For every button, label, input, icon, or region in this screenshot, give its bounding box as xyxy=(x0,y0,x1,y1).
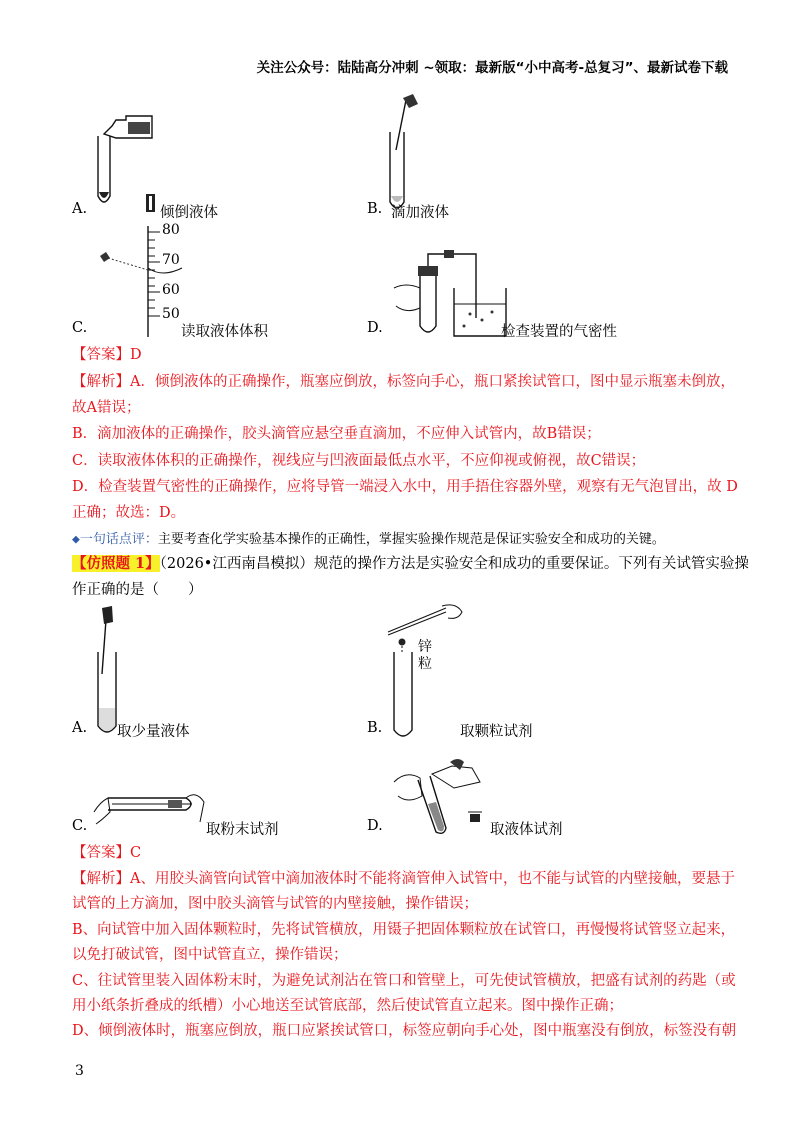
cylinder-tick-60: 60 xyxy=(162,282,180,298)
q2-analysis-line-4: 以免打破试管，图中试管直立，操作错误； xyxy=(72,947,348,963)
q2-option-b: B. xyxy=(367,720,383,736)
q2-option-a-text: 取少量液体 xyxy=(117,724,190,740)
q1-analysis-line-4: C．读取液体体积的正确操作，视线应与凹液面最低点水平，不应仰视或俯视，故C错误； xyxy=(72,453,646,469)
figure-dropping-liquid xyxy=(384,92,434,217)
cylinder-tick-80: 80 xyxy=(162,222,180,238)
q1-analysis-line-6: 正确；故选：D。 xyxy=(72,505,186,521)
q1-answer: 【答案】D xyxy=(72,347,142,363)
q2-option-c: C. xyxy=(72,818,88,834)
q2-answer: 【答案】C xyxy=(72,845,142,861)
q2-stem-line-1: 【仿照题 1】（2026•江西南昌模拟）规范的操作方法是实验安全和成功的重要保证。下列有关试管实验操 xyxy=(72,555,749,572)
zinc-label-1: 锌 xyxy=(418,639,432,655)
q2-analysis-line-1: 【解析】A、用胶头滴管向试管中滴加液体时不能将滴管伸入试管中，也不能与试管的内壁接触，要悬于 xyxy=(72,871,735,887)
q1-analysis-line-1: 【解析】A．倾倒液体的正确操作，瓶塞应倒放，标签向手心，瓶口紧挨试管口，图中显示瓶塞未倒放， xyxy=(72,374,735,390)
q1-option-b: B. xyxy=(367,201,383,217)
zinc-label-2: 粒 xyxy=(418,656,432,672)
q1-comment: ◆一句话点评：主要考查化学实验基本操作的正确性，掌握实验操作规范是保证实验安全和成功的关键。 xyxy=(72,532,665,547)
q1-option-c: C. xyxy=(72,320,88,336)
q1-option-c-text: 读取液体体积 xyxy=(181,324,268,340)
figure-take-powder xyxy=(92,782,207,834)
page-header: 关注公众号：陆陆高分冲刺 ~领取：最新版“小中高考-总复习”、最新试卷下载 xyxy=(256,60,728,76)
q1-option-a-text: 倾倒液体 xyxy=(160,205,218,221)
q2-analysis-line-7: D、倾倒液体时，瓶塞应倒放，瓶口应紧挨试管口，标签应朝向手心处，图中瓶塞没有倒放，标签没有朝 xyxy=(72,1023,737,1039)
q1-option-d-text: 检查装置的气密性 xyxy=(501,324,617,340)
q2-analysis-line-5: C、往试管里装入固体粉末时，为避免试剂沾在管口和管壁上，可先使试管横放，把盛有试剂的药匙（或 xyxy=(72,973,736,989)
page-number: 3 xyxy=(75,1063,84,1079)
q1-analysis-line-3: B．滴加液体的正确操作，胶头滴管应悬空垂直滴加，不应伸入试管内，故B错误； xyxy=(72,426,601,442)
diamond-icon: ◆ xyxy=(72,532,80,547)
q2-option-d: D. xyxy=(367,818,383,834)
q2-tag: 【仿照题 1】 xyxy=(72,555,160,572)
q1-option-d: D. xyxy=(367,320,383,336)
q2-option-d-text: 取液体试剂 xyxy=(490,822,563,838)
q2-option-c-text: 取粉末试剂 xyxy=(206,822,279,838)
q2-stem-line-2: 作正确的是（ ） xyxy=(72,582,203,598)
q2-option-a: A. xyxy=(72,720,88,736)
q2-analysis-line-2: 试管的上方滴加，图中胶头滴管与试管的内壁接触，操作错误； xyxy=(72,896,478,912)
q2-analysis-line-6: 用小纸条折叠成的纸槽）小心地送至试管底部，然后使试管直立起来。图中操作正确； xyxy=(72,998,623,1014)
q2-analysis-line-3: B、向试管中加入固体颗粒时，先将试管横放，用镊子把固体颗粒放在试管口，再慢慢将试管竖立起来， xyxy=(72,922,736,938)
q2-option-b-text: 取颗粒试剂 xyxy=(460,724,533,740)
q1-option-a: A. xyxy=(72,201,88,217)
q1-analysis-line-2: 故A错误； xyxy=(72,400,141,416)
figure-take-small-liquid xyxy=(94,604,134,739)
cylinder-tick-50: 50 xyxy=(162,306,180,322)
q1-option-b-text: 滴加液体 xyxy=(391,205,449,221)
figure-take-liquid-reagent xyxy=(392,752,492,837)
cylinder-tick-70: 70 xyxy=(162,252,180,268)
q1-analysis-line-5: D．检查装置气密性的正确操作，应将导管一端浸入水中，用手捂住容器外壁，观察有无气泡冒出，故 D xyxy=(72,479,738,495)
